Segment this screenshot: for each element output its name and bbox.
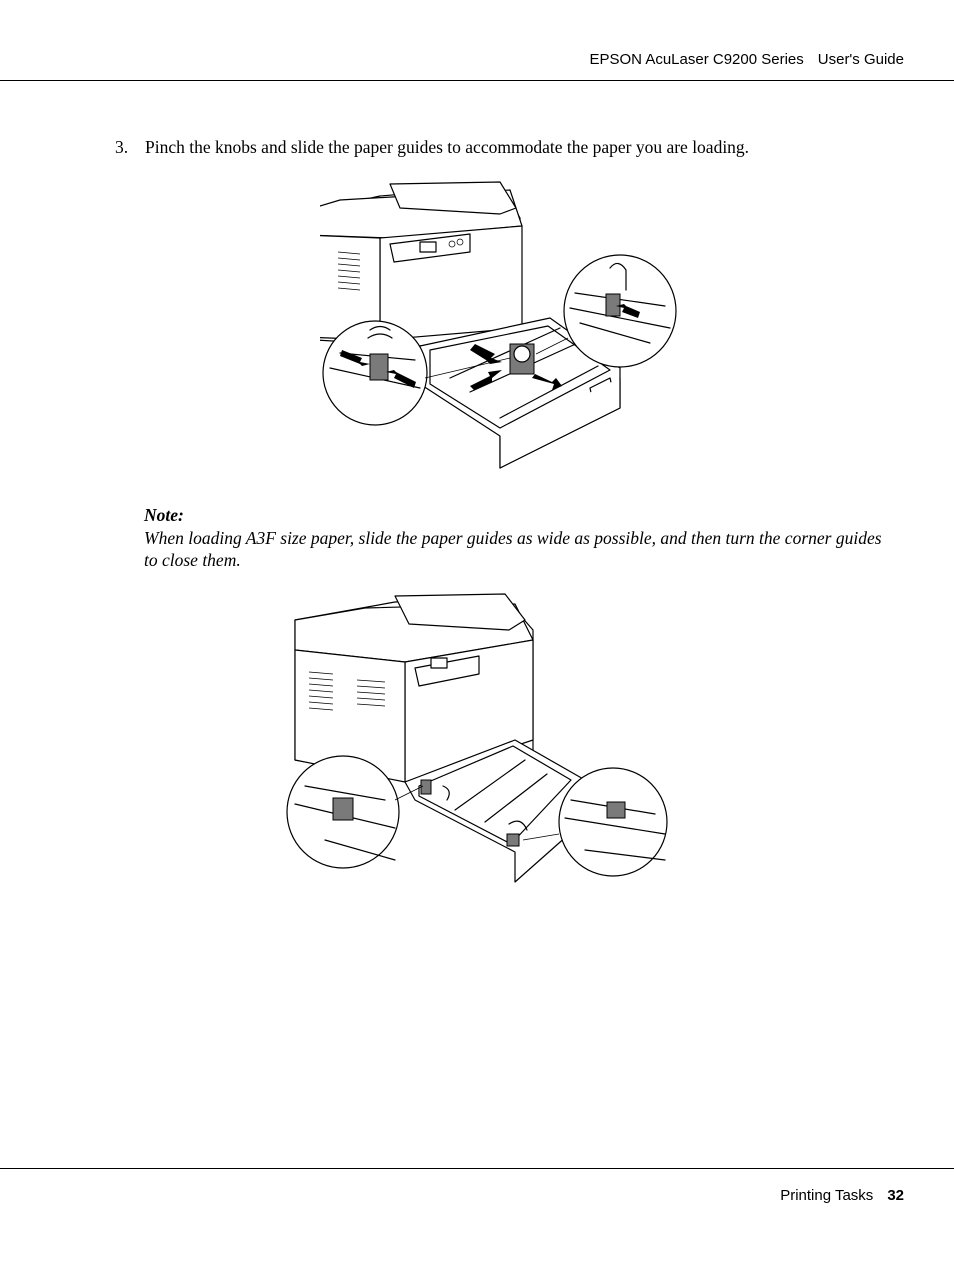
printer-paper-guide-illustration: [320, 178, 680, 478]
header-product: EPSON AcuLaser C9200 Series: [589, 51, 804, 68]
step-text: Pinch the knobs and slide the paper guides to accommodate the paper you are loading.: [145, 137, 750, 157]
header-rule: [0, 80, 954, 81]
header-guide: User's Guide: [817, 51, 904, 68]
step-3: [115, 137, 905, 158]
printer-corner-guide-illustration: [285, 590, 670, 890]
running-header: [589, 51, 904, 68]
footer-rule: [0, 1168, 954, 1169]
note-title: Note:: [144, 505, 184, 525]
running-footer: [780, 1187, 904, 1204]
page-number: 32: [887, 1187, 904, 1204]
footer-section: Printing Tasks: [780, 1187, 874, 1204]
note-body: When loading A3F size paper, slide the paper guides as wide as possible, and then turn the corner guides to close them.: [144, 528, 882, 570]
step-number: 3.: [115, 137, 129, 157]
